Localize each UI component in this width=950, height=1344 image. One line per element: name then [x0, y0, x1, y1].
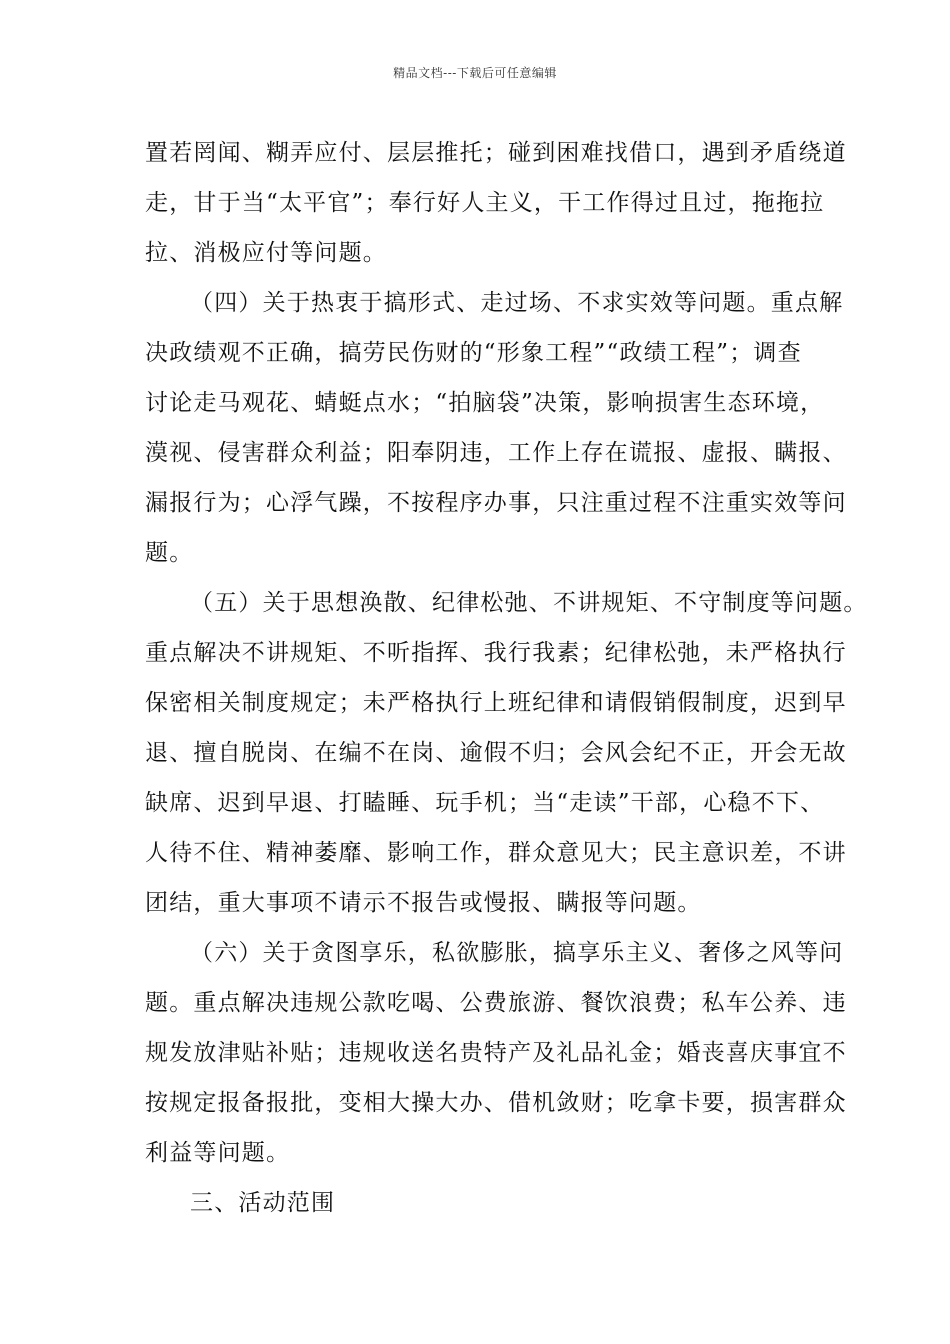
text-line: 人待不住、精神萎靡、影响工作，群众意见大；民主意识差，不讲 [145, 840, 847, 866]
text-line: 按规定报备报批，变相大操大办、借机敛财；吃拿卡要，损害群众 [145, 1090, 847, 1116]
text-line: 置若罔闻、糊弄应付、层层推托；碰到困难找借口，遇到矛盾绕道 [145, 140, 847, 166]
text-line: （五）关于思想涣散、纪律松弛、不讲规矩、不守制度等问题。 [190, 590, 868, 616]
text-line: 缺席、迟到早退、打瞌睡、玩手机；当“走读”干部，心稳不下、 [145, 790, 825, 816]
text-line: 团结，重大事项不请示不报告或慢报、瞒报等问题。 [145, 890, 702, 916]
text-line: （六）关于贪图享乐，私欲膨胀，搞享乐主义、奢侈之风等问 [190, 940, 844, 966]
text-line: 漏报行为；心浮气躁，不按程序办事，只注重过程不注重实效等问 [145, 490, 847, 516]
text-line: 利益等问题。 [145, 1140, 291, 1166]
text-line: 保密相关制度规定；未严格执行上班纪律和请假销假制度，迟到早 [145, 690, 847, 716]
text-line: （四）关于热衷于搞形式、走过场、不求实效等问题。重点解 [190, 290, 844, 316]
text-line: 题。 [145, 540, 194, 566]
text-line: 题。重点解决违规公款吃喝、公费旅游、餐饮浪费；私车公养、违 [145, 990, 847, 1016]
text-line: 重点解决不讲规矩、不听指挥、我行我素；纪律松弛，未严格执行 [145, 640, 847, 666]
text-line: 拉、消极应付等问题。 [145, 240, 387, 266]
text-line: 走，甘于当“太平官”；奉行好人主义，干工作得过且过，拖拖拉 [145, 190, 825, 216]
text-line: 决政绩观不正确，搞劳民伤财的“形象工程”“政绩工程”；调查 [145, 340, 802, 366]
text-line: 漠视、侵害群众利益；阳奉阴违，工作上存在谎报、虚报、瞒报、 [145, 440, 847, 466]
section-heading: 三、活动范围 [190, 1190, 336, 1216]
text-line: 讨论走马观花、蜻蜓点水；“拍脑袋”决策，影响损害生态环境， [145, 390, 825, 416]
text-line: 退、擅自脱岗、在编不在岗、逾假不归；会风会纪不正，开会无故 [145, 740, 847, 766]
text-line: 规发放津贴补贴；违规收送名贵特产及礼品礼金；婚丧喜庆事宜不 [145, 1040, 847, 1066]
page-header: 精品文档---下载后可任意编辑 [393, 66, 557, 80]
